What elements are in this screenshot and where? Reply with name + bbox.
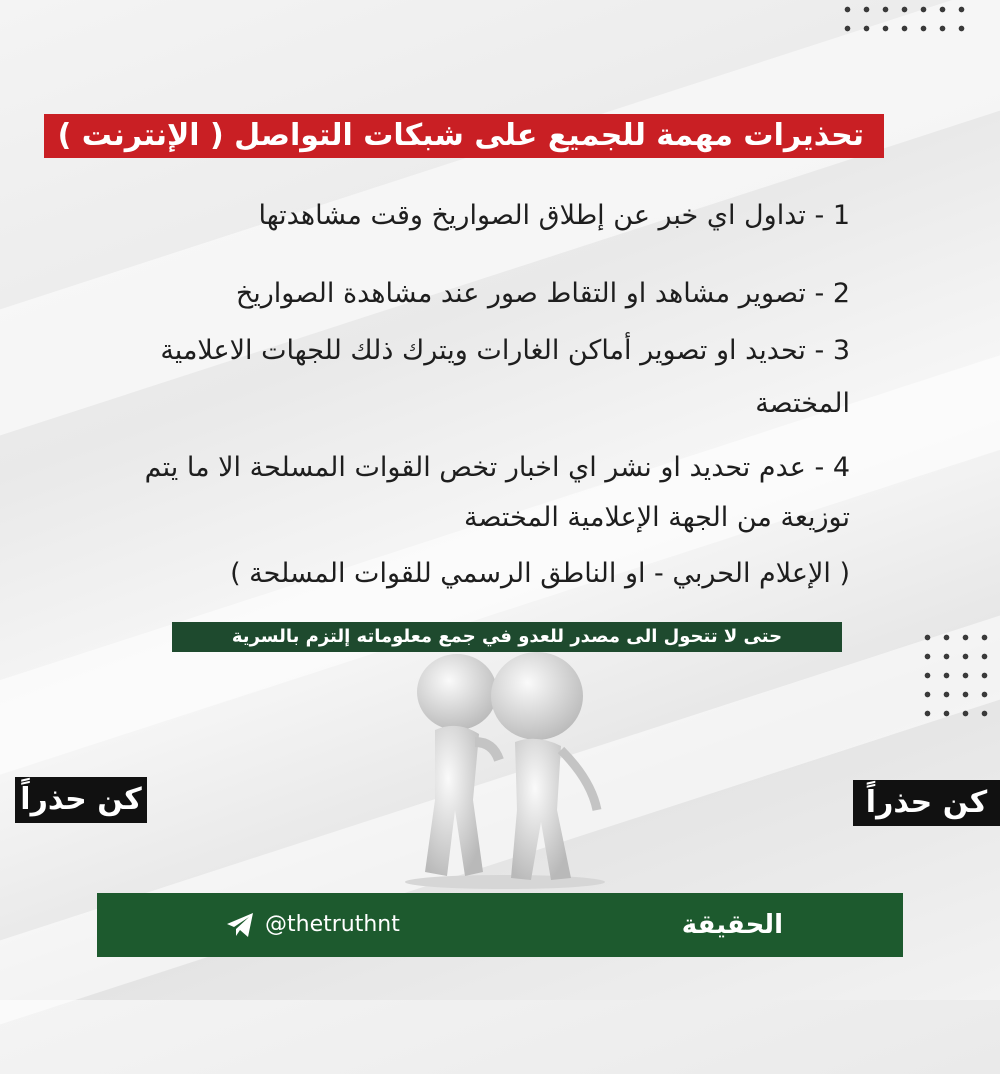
brand-name: الحقيقة (681, 910, 783, 940)
warning-4-note: ( الإعلام الحربي - او الناطق الرسمي للقوات المسلحة ) (230, 558, 850, 589)
dot-pattern (918, 628, 1000, 728)
dot-pattern (838, 0, 972, 42)
warning-4: 4 - عدم تحديد او نشر اي اخبار تخص القوات المسلحة الا ما يتم (144, 452, 850, 483)
be-careful-badge-left: كن حذراً (15, 777, 147, 823)
page-title: تحذيرات مهمة للجميع على شبكات التواصل ( الإنترنت ) (44, 114, 884, 158)
footer-bar (97, 893, 903, 957)
warning-2: 2 - تصوير مشاهد او التقاط صور عند مشاهدة الصواريخ (235, 278, 850, 309)
secrecy-notice: حتى لا تتحول الى مصدر للعدو في جمع معلوماته إلتزم بالسرية (172, 622, 842, 652)
be-careful-badge-right: كن حذراً (853, 780, 1000, 826)
warning-3: 3 - تحديد او تصوير أماكن الغارات ويترك ذلك للجهات الاعلامية (160, 335, 850, 366)
warning-1: 1 - تداول اي خبر عن إطلاق الصواريخ وقت مشاهدتها (258, 200, 850, 231)
whispering-figures-illustration (395, 650, 615, 890)
warning-4-cont: توزيعة من الجهة الإعلامية المختصة (464, 502, 850, 533)
warning-3-cont: المختصة (755, 388, 850, 419)
telegram-icon (225, 911, 255, 939)
telegram-handle[interactable]: @thetruthnt (265, 912, 400, 937)
